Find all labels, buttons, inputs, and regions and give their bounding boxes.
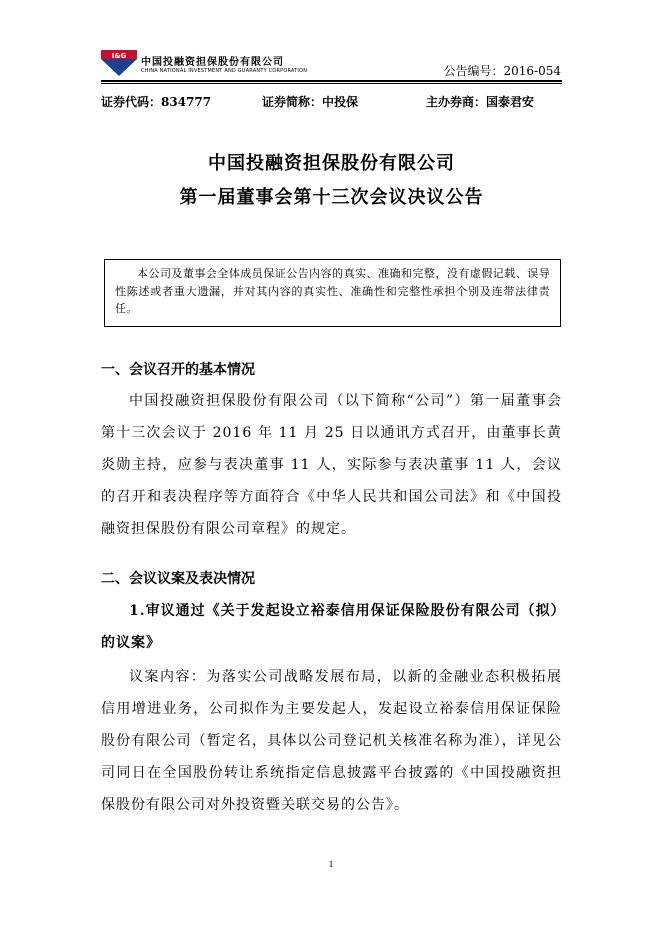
section-paragraph-basic-info: 中国投融资担保股份有限公司（以下简称“公司”）第一届董事会第十三次会议于 2016 年 11 月 25 日以通讯方式召开，由董事长黄炎勋主持，应参与表决董事 11 人，实际参与表决董事 11 人，会议的召开和表决程序等方面符合《中华人民共和国公司法》和《中国投融资担保股份有限公司章程》的规定。: [101, 393, 562, 537]
proposal-subheading: 1.审议通过《关于发起设立裕泰信用保证保险股份有限公司（拟）的议案》: [101, 603, 559, 651]
announcement-number: 公告编号：2016-054: [443, 64, 561, 78]
document-title-company: 中国投融资担保股份有限公司: [208, 153, 455, 174]
section-heading-proposals: 二、会议议案及表决情况: [101, 571, 255, 587]
sponsor-broker: 主办券商：国泰君安: [426, 95, 535, 109]
header-divider: [101, 80, 562, 82]
company-name-cn: 中国投融资担保股份有限公司: [141, 57, 284, 68]
company-logo: [101, 50, 137, 76]
company-name-en: CHINA NATIONAL INVESTMENT AND GUARANTY CORPORATION: [141, 68, 308, 74]
section-heading-basic-info: 一、会议召开的基本情况: [101, 362, 255, 378]
security-abbreviation: 证券简称：中投保: [262, 95, 359, 109]
security-code: 证券代码：834777: [101, 95, 212, 109]
page-number: 1: [328, 859, 334, 869]
header-divider-thin: [101, 83, 562, 84]
document-title-meeting: 第一届董事会第十三次会议决议公告: [179, 187, 484, 208]
logo-text: I&G: [111, 52, 127, 60]
disclaimer-box: 本公司及董事会全体成员保证公告内容的真实、准确和完整，没有虚假记载、误导性陈述或者重大遗漏，并对其内容的真实性、准确性和完整性承担个别及连带法律责任。: [104, 259, 561, 327]
proposal-paragraph: 议案内容：为落实公司战略发展布局，以新的金融业态积极拓展信用增进业务，公司拟作为主要发起人，发起设立裕泰信用保证保险股份有限公司（暂定名，具体以公司登记机关核准名称为准），详见公司同日在全国股份转让系统指定信息披露平台披露的《中国投融资担保股份有限公司对外投资暨关联交易的公告》。: [101, 669, 562, 813]
